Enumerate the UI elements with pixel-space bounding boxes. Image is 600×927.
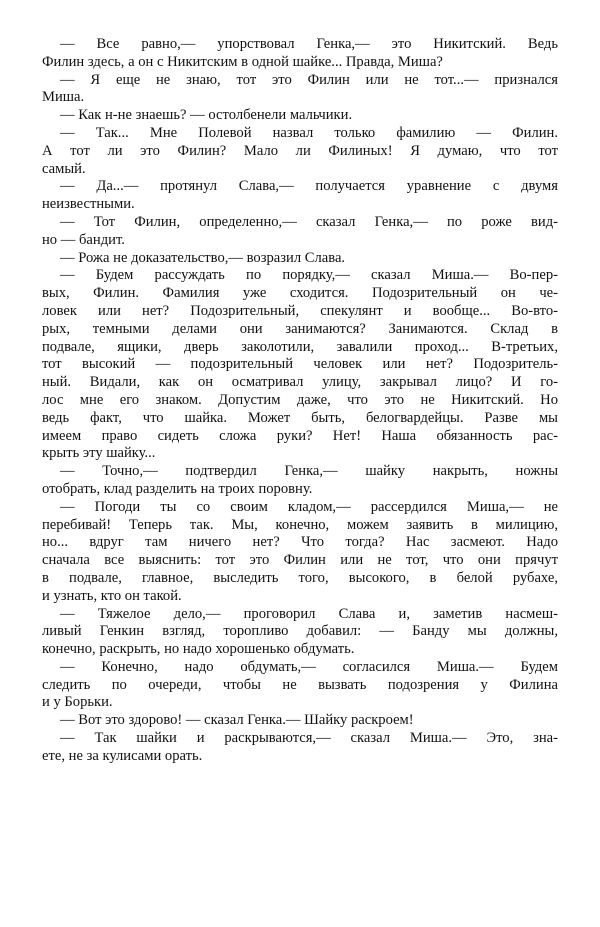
text-line: имеем право сидеть сложа руки? Нет! Наша обязанность рас-	[42, 427, 558, 444]
text-line: — Да...— протянул Слава,— получается уравнение с двумя	[60, 178, 558, 195]
text-line: А тот ли это Филин? Мало ли Филиных! Я думаю, что тот	[42, 142, 558, 159]
text-line: следить по очереди, чтобы не вызвать подозрения у Филина	[42, 676, 558, 693]
text-line: — Точно,— подтвердил Генка,— шайку накрыть, ножны	[60, 463, 558, 480]
text-line: в подвале, главное, выследить того, высокого, в белой рубахе,	[42, 569, 558, 586]
paragraph	[42, 107, 558, 125]
paragraph	[42, 712, 558, 730]
text-line: Филин здесь, а он с Никитским в одной шайке... Правда, Миша?	[42, 53, 443, 70]
text-line: — Я еще не знаю, тот это Филин или не тот...— признался	[60, 71, 558, 88]
text-line: — Конечно, надо обдумать,— согласился Миша.— Будем	[60, 658, 558, 675]
paragraph	[42, 499, 558, 606]
text-line: ловек или нет? Подозрительный, спекулянт и вообще... Во-вто-	[42, 302, 558, 319]
text-line: самый.	[42, 160, 86, 177]
text-line: и у Борьки.	[42, 694, 113, 711]
text-line: — Будем рассуждать по порядку,— сказал Миша.— Во-пер-	[60, 267, 558, 284]
text-line: ете, не за кулисами орать.	[42, 747, 203, 764]
text-line: Миша.	[42, 89, 85, 106]
text-line: ведь факт, что шайка. Может быть, белогвардейцы. Разве мы	[42, 409, 558, 426]
paragraph	[42, 606, 558, 659]
paragraph	[42, 730, 558, 766]
paragraph	[42, 463, 558, 499]
text-line: рых, темными делами они занимаются? Занимаются. Склад в	[42, 320, 558, 337]
paragraph	[42, 214, 558, 250]
paragraph	[42, 36, 558, 72]
text-line: неизвестными.	[42, 196, 135, 213]
text-line: — Рожа не доказательство,— возразил Слава.	[60, 249, 346, 266]
paragraph	[42, 72, 558, 108]
text-line: сначала все выяснить: тот это Филин или не тот, что они прячут	[42, 552, 558, 569]
text-line: — Все равно,— упорствовал Генка,— это Никитский. Ведь	[60, 36, 558, 52]
paragraph	[42, 267, 558, 463]
text-line: ливый Генкин взгляд, торопливо добавил: — Банду мы должны,	[42, 623, 558, 640]
text-line: тот высокий — подозрительный человек или нет? Подозритель-	[42, 356, 558, 373]
paragraph	[42, 250, 558, 268]
text-line: — Как н-не знаешь? — остолбенели мальчики.	[60, 107, 353, 124]
text-line: — Тот Филин, определенно,— сказал Генка,— по роже вид-	[60, 213, 558, 230]
text-line: конечно, раскрыть, но надо хорошенько обдумать.	[42, 641, 355, 658]
text-line: отобрать, клад разделить на троих поровну.	[42, 480, 313, 497]
text-line: и узнать, кто он такой.	[42, 587, 182, 604]
text-line: — Так шайки и раскрываются,— сказал Миша.— Это, зна-	[60, 730, 558, 747]
text-line: но... вдруг там ничего нет? Что тогда? Нас засмеют. Надо	[42, 534, 558, 551]
book-page-text	[42, 36, 558, 766]
text-line: — Погоди ты со своим кладом,— рассердился Миша,— не	[60, 498, 558, 515]
text-line: крыть эту шайку...	[42, 445, 156, 462]
paragraph	[42, 178, 558, 214]
text-line: — Вот это здорово! — сказал Генка.— Шайку раскроем!	[60, 712, 414, 729]
text-line: вых, Филин. Фамилия уже сходится. Подозрительный он че-	[42, 285, 558, 302]
text-line: перебивай! Теперь так. Мы, конечно, можем заявить в милицию,	[42, 516, 558, 533]
text-line: подвале, ящики, дверь заколотили, завалили проход... В-третьих,	[42, 338, 558, 355]
paragraph	[42, 659, 558, 712]
paragraph	[42, 125, 558, 178]
text-line: ный. Видали, как он осматривал улицу, закрывал лицо? И го-	[42, 374, 558, 391]
text-line: но — бандит.	[42, 231, 125, 248]
text-line: — Тяжелое дело,— проговорил Слава и, заметив насмеш-	[60, 605, 558, 622]
text-line: лос мне его знаком. Допустим даже, что это не Никитский. Но	[42, 391, 558, 408]
text-line: — Так... Мне Полевой назвал только фамилию — Филин.	[60, 124, 558, 141]
